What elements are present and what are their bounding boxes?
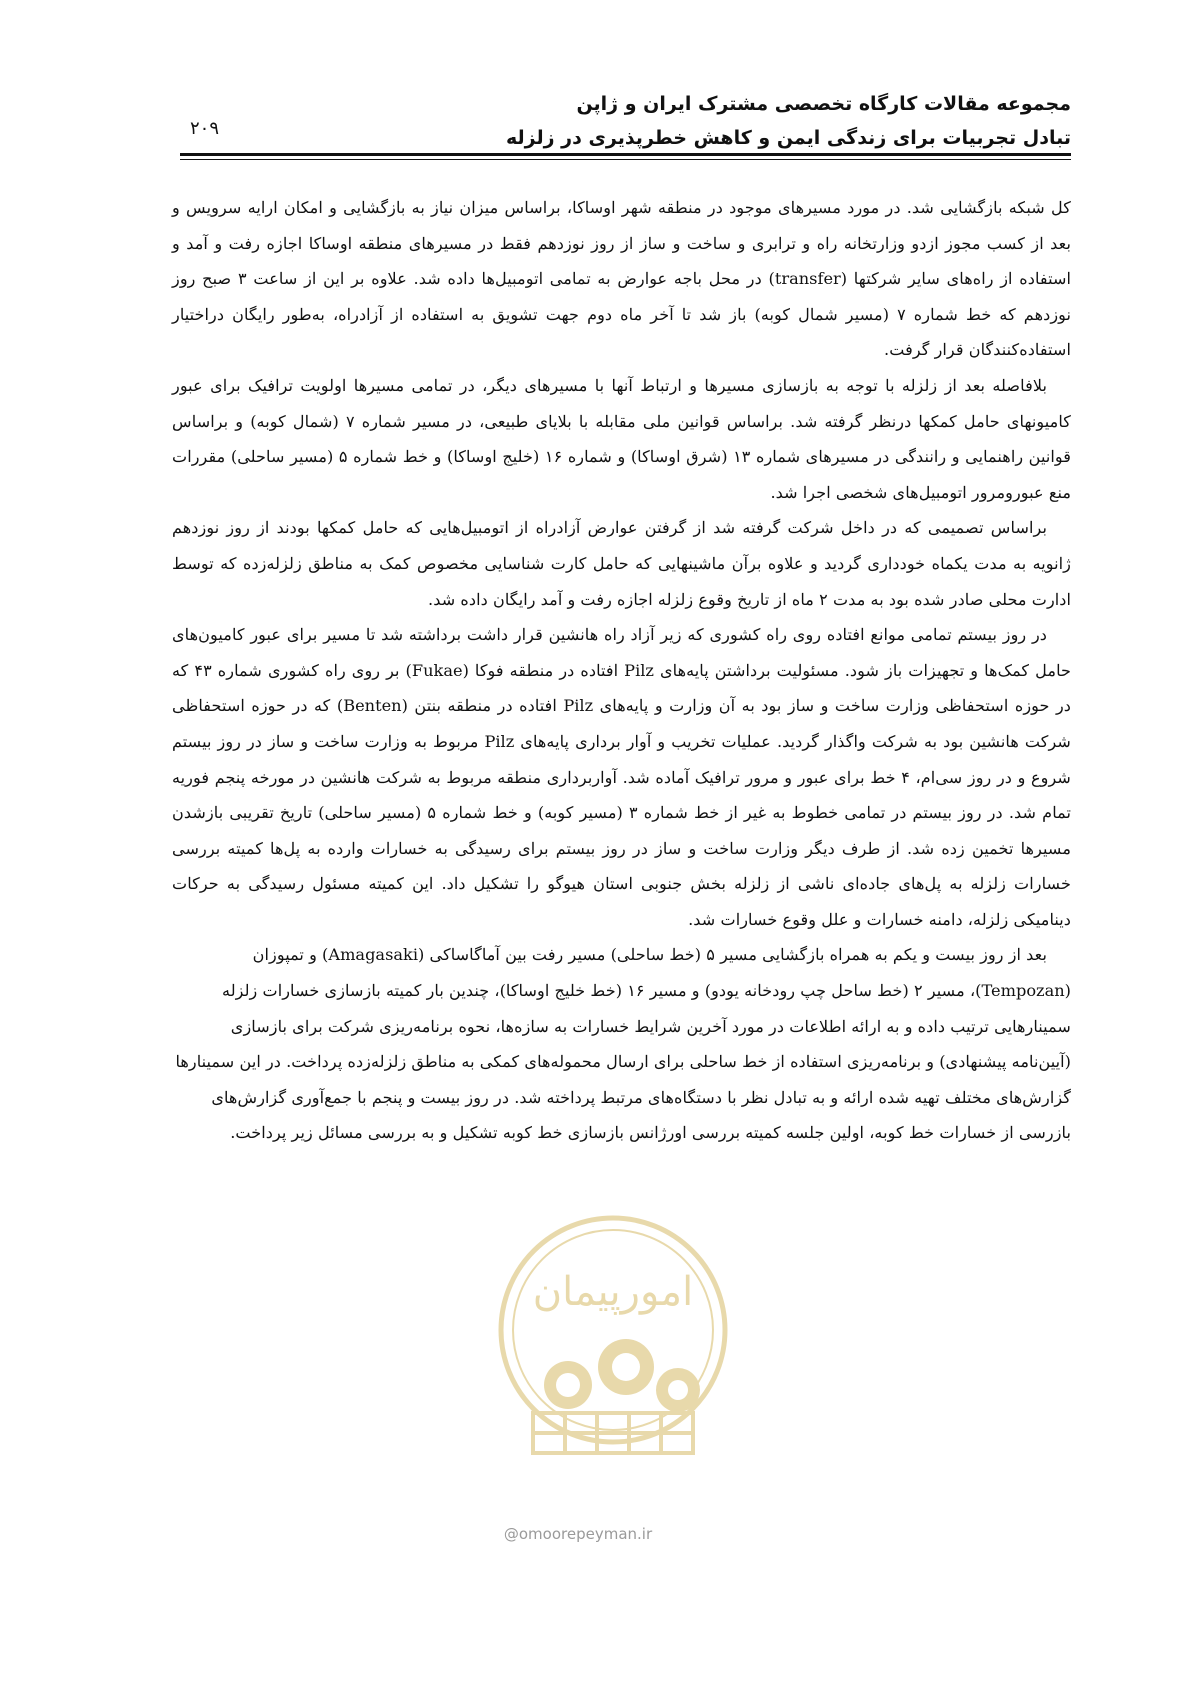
paragraph-5: بعد از روز بیست و یکم به همراه بازگشایی مسیر ۵ (خط ساحلی) مسیر رفت بین آماگاساکی (Amagasaki) و تمپوزان (Tempozan)، مسیر ۲ (خط ساحل چپ رودخانه یودو) و مسیر ۱۶ (خط خلیج اوساکا)، چندین بار کمیته بازسازی خسارات زلزله سمینارهایی ترتیب داده و به ارائه اطلاعات در مورد آخرین شرایط خسارات به سازه‌ها، نحوه برنامه‌ریزی شرکت برای بازسازی (آیین‌نامه پیشنهادی) و برنامه‌ریزی استفاده از خط ساحلی برای ارسال محموله‌های کمکی به مناطق زلزله‌زده پرداخت. در این سمینارها گزارش‌های مختلف تهیه شده ارائه و به تبادل نظر با دستگاه‌های مرتبط پرداخته شد. در روز بیست و پنجم با جمع‌آوری گزارش‌های بازرسی از خسارات خط کوبه، اولین جلسه کمیته بررسی اورژانس بازسازی خط کوبه تشکیل و به بررسی مسائل زیر پرداخت. <box>175 945 1071 1143</box>
header-title-line1: مجموعه مقالات کارگاه تخصصی مشترک ایران و ژاپن <box>576 93 1071 115</box>
body-text <box>172 190 1071 1151</box>
watermark-site: @omoorepeyman.ir <box>503 1525 653 1543</box>
header-title-line2: تبادل تجربیات برای زندگی ایمن و کاهش خطرپذیری در زلزله <box>506 127 1071 149</box>
page-number: ۲۰۹ <box>190 118 220 139</box>
watermark-logo-text: امورپیمان <box>532 1269 694 1315</box>
watermark-logo <box>478 1195 748 1525</box>
paragraph-2: بلافاصله بعد از زلزله با توجه به بازسازی مسیرها و ارتباط آنها با مسیرهای دیگر، در تمامی مسیرها اولویت ترافیک برای عبور کامیونهای حامل کمکها درنظر گرفته شد. براساس قوانین ملی مقابله با بلایای طبیعی، در مسیر شماره ۷ (شمال کوبه) و براساس قوانین راهنمایی و رانندگی در مسیرهای شماره ۱۳ (شرق اوساکا) و شماره ۱۶ (خلیج اوساکا) و خط شماره ۵ (مسیر ساحلی) مقررات منع عبورومرور اتومبیل‌های شخصی اجرا شد. <box>172 375 1071 502</box>
page-header <box>180 88 1071 168</box>
header-rule-thin <box>180 159 1071 160</box>
header-rule-thick <box>180 153 1071 156</box>
paragraph-4: در روز بیستم تمامی موانع افتاده روی راه کشوری که زیر آزاد راه هانشین قرار داشت برداشته شد تا مسیر برای عبور کامیون‌های حامل کمک‌ها و تجهیزات باز شود. مسئولیت برداشتن پایه‌های Pilz افتاده در منطقه فوکا (Fukae) بر روی راه کشوری شماره ۴۳ که در حوزه استحفاظی وزارت ساخت و ساز بود به آن وزارت و پایه‌های Pilz افتاده در منطقه بنتن (Benten) که در حوزه استحفاظی شرکت هانشین بود به شرکت واگذار گردید. عملیات تخریب و آوار برداری پایه‌های Pilz مربوط به وزارت ساخت و ساز در روز بیستم شروع و در روز سی‌ام، ۴ خط برای عبور و مرور ترافیک آماده شد. آواربرداری منطقه مربوط به شرکت هانشین در مورخه پنجم فوریه تمام شد. در روز بیستم در تمامی خطوط به غیر از خط شماره ۳ (مسیر کوبه) و خط شماره ۵ (مسیر ساحلی) تاریخ تقریبی بازشدن مسیرها تخمین زده شد. از طرف دیگر وزارت ساخت و ساز در روز بیستم برای رسیدگی به خسارات وارده به پل‌ها کمیته بررسی خسارات زلزله به پل‌های جاده‌ای ناشی از زلزله بخش جنوبی استان هیوگو را تشکیل داد. این کمیته مسئول رسیدگی به حرکات دینامیکی زلزله، دامنه خسارات و علل وقوع خسارات شد. <box>172 625 1072 929</box>
paragraph-1: کل شبکه بازگشایی شد. در مورد مسیرهای موجود در منطقه شهر اوساکا، براساس میزان نیاز به بازگشایی و امکان ارایه سرویس و بعد از کسب مجوز ازدو وزارتخانه راه و ترابری و ساخت و ساز از روز نوزدهم فقط در مسیرهای منطقه اوساکا اجازه رفت و آمد و استفاده از راه‌های سایر شرکتها (transfer) در محل باجه عوارض به تمامی اتومبیل‌ها داده شد. علاوه بر این از ساعت ۳ صبح روز نوزدهم که خط شماره ۷ (مسیر شمال کوبه) باز شد تا آخر ماه دوم جهت تشویق به استفاده از آزادراه، به‌طور رایگان دراختیار استفاده‌کنندگان قرار گرفت. <box>172 198 1072 360</box>
paragraph-3: براساس تصمیمی که در داخل شرکت گرفته شد از گرفتن عوارض آزادراه از اتومبیل‌هایی که حامل کمکها بودند از روز نوزدهم ژانویه به مدت یکماه خودداری گردید و علاوه برآن ماشینهایی که حامل کارت شناسایی مخصوص کمک به مناطق زلزله‌زده که توسط ادارت محلی صادر شده بود به مدت ۲ ماه از تاریخ وقوع زلزله اجازه رفت و آمد رایگان داده شد. <box>172 518 1071 609</box>
